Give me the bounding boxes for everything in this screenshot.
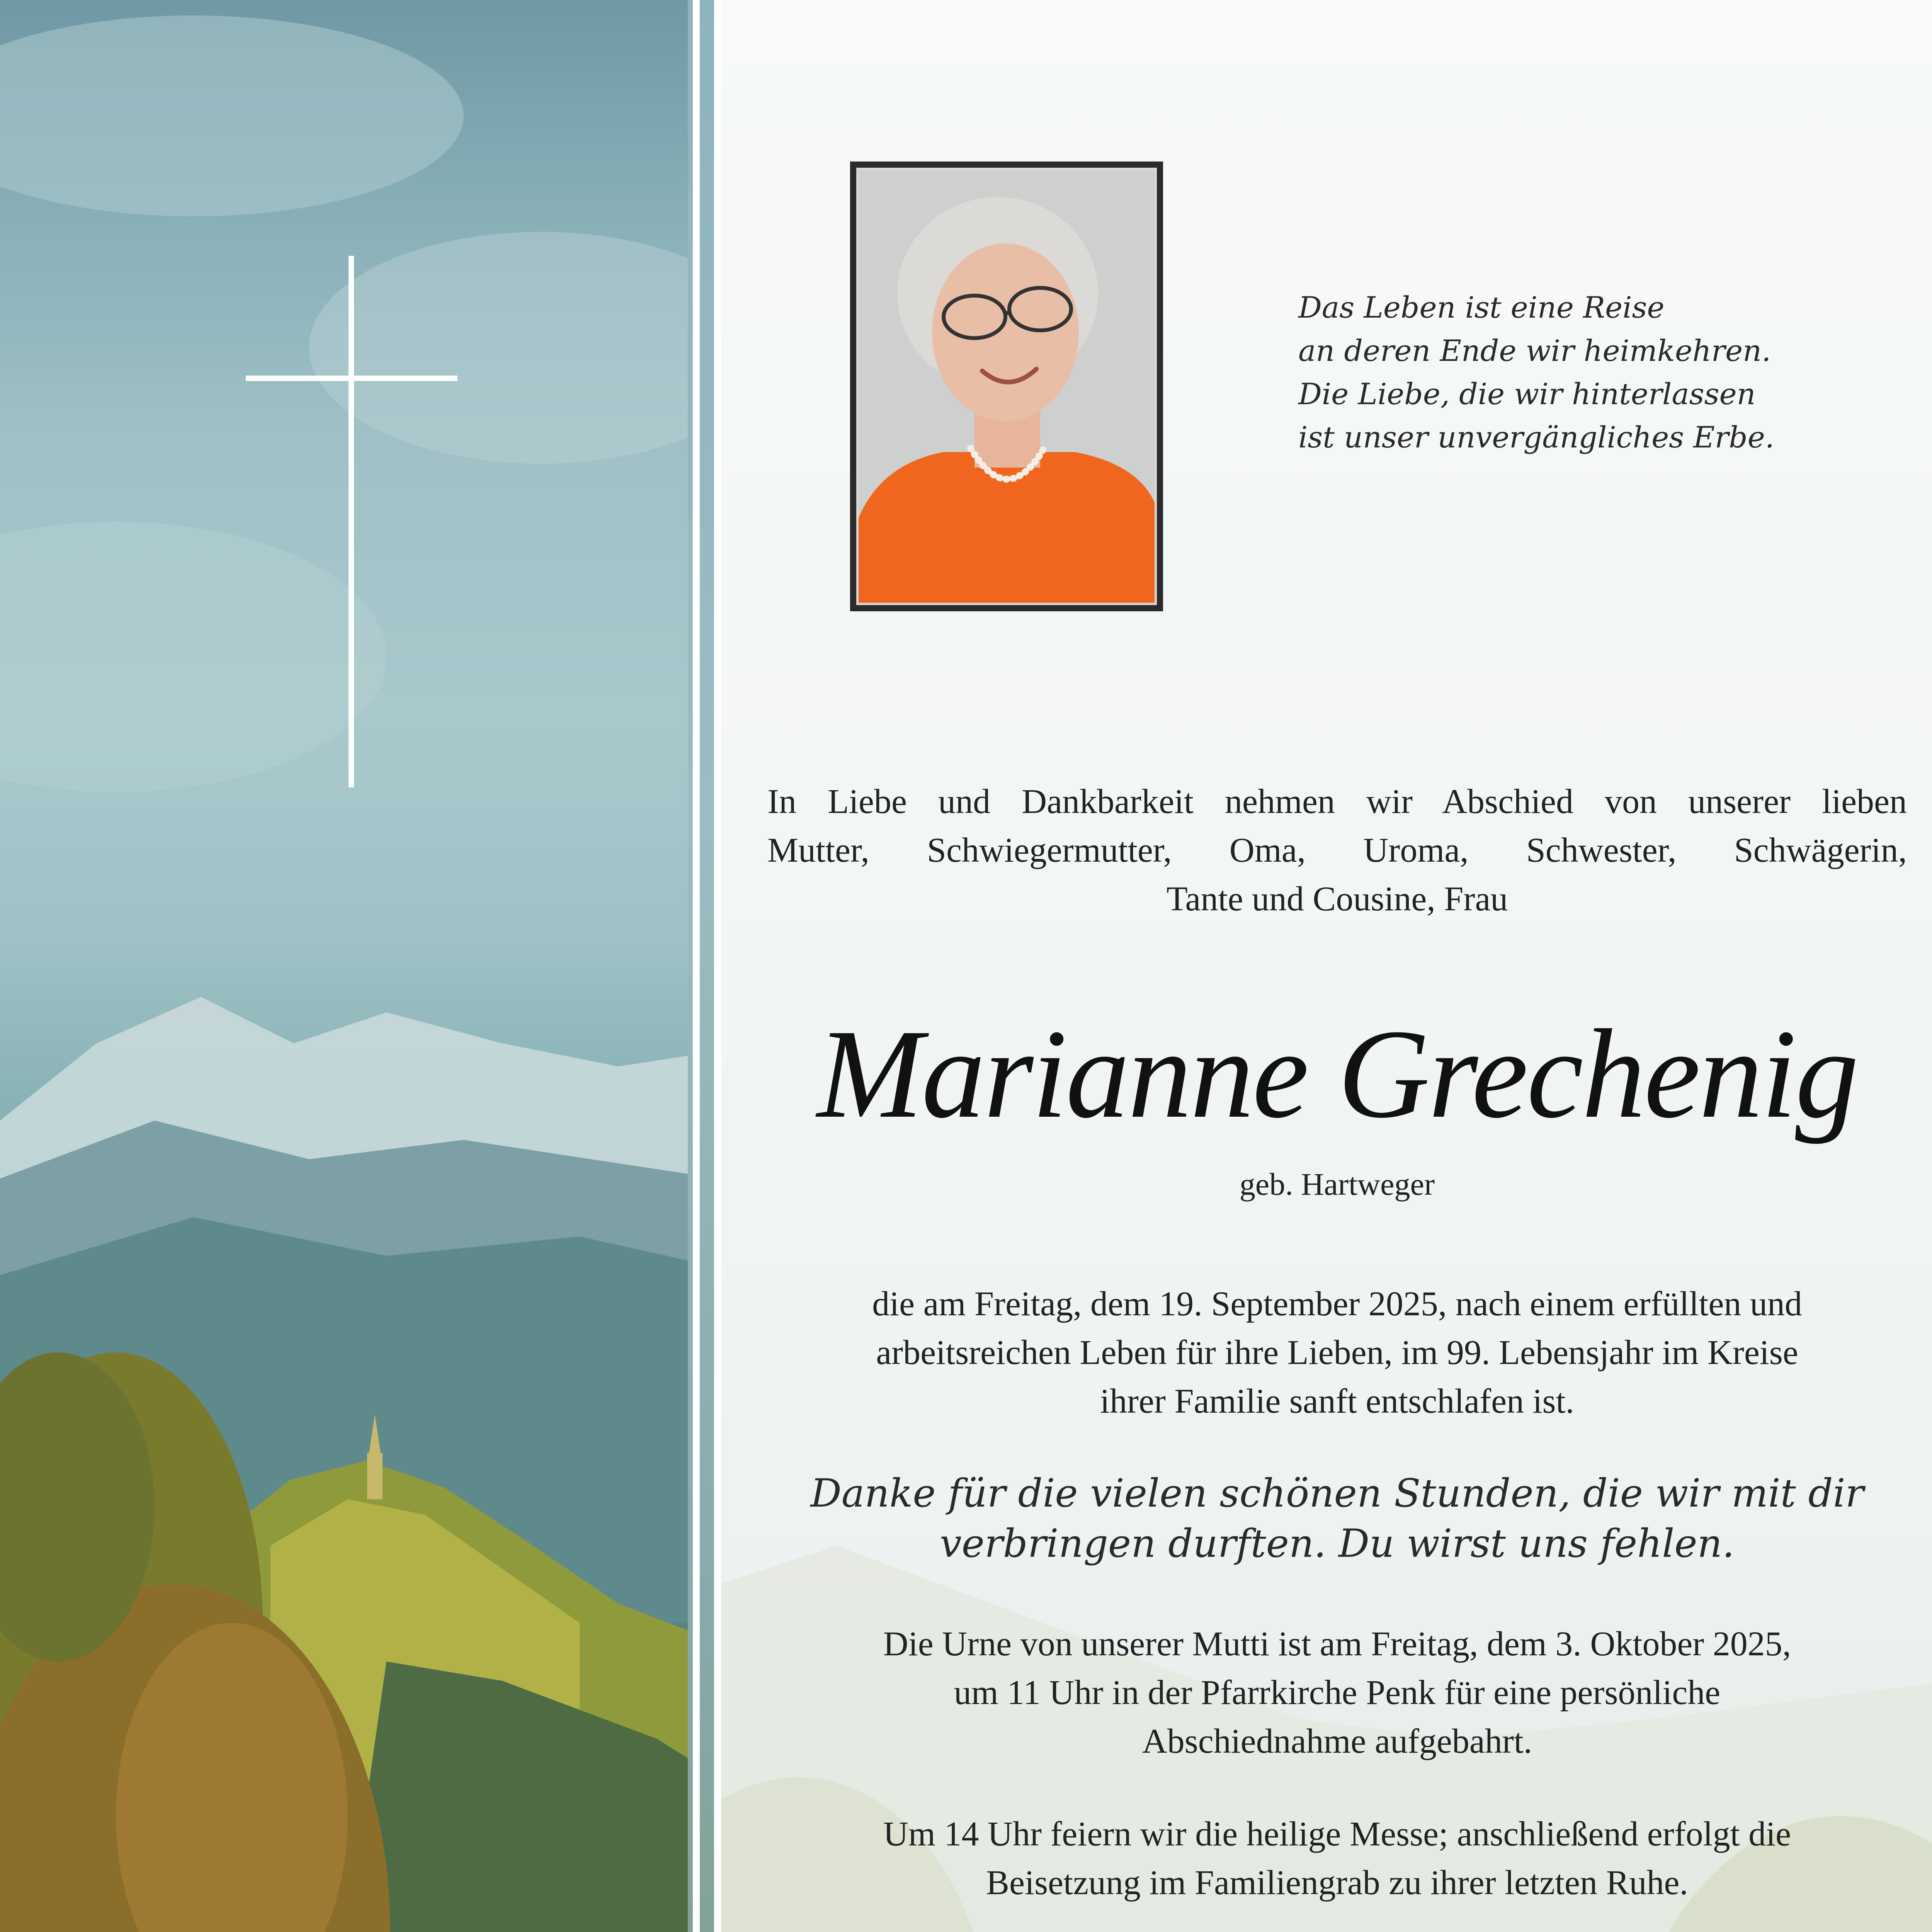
intro-line: Mutter, Schwiegermutter, Oma, Uroma, Schwester, Schwägerin, bbox=[767, 831, 1907, 869]
vertical-divider-line-left bbox=[693, 0, 700, 1932]
poem-line: Die Liebe, die wir hinterlassen bbox=[1298, 377, 1756, 411]
urn-info-line: Die Urne von unserer Mutti ist am Freitag, dem 3. Oktober 2025, bbox=[883, 1625, 1791, 1663]
thanks-line: verbringen durften. Du wirst uns fehlen. bbox=[940, 1521, 1735, 1566]
intro-line: Tante und Cousine, Frau bbox=[1166, 880, 1508, 918]
portrait-illustration bbox=[859, 170, 1155, 603]
mass-info-line: Um 14 Uhr feiern wir die heilige Messe; anschließend erfolgt die bbox=[883, 1815, 1791, 1853]
landscape-illustration bbox=[0, 0, 719, 1932]
urn-info-line: um 11 Uhr in der Pfarrkirche Penk für eine persönliche bbox=[954, 1673, 1721, 1712]
mass-info bbox=[721, 1810, 1932, 1907]
cross-vertical-bar bbox=[349, 256, 354, 787]
landscape-photo bbox=[0, 0, 719, 1932]
death-notice bbox=[721, 1280, 1932, 1426]
intro-text bbox=[721, 777, 1932, 923]
death-notice-line: ihrer Familie sanft entschlafen ist. bbox=[1100, 1382, 1575, 1420]
poem-line: ist unser unvergängliches Erbe. bbox=[1298, 420, 1774, 454]
poem-line: an deren Ende wir heimkehren. bbox=[1298, 333, 1771, 368]
vertical-divider-line-right bbox=[714, 0, 721, 1932]
urn-info bbox=[721, 1620, 1932, 1766]
mass-info-line: Beisetzung im Familiengrab zu ihrer letzten Ruhe. bbox=[986, 1864, 1688, 1902]
birth-name: geb. Hartweger bbox=[1239, 1167, 1435, 1202]
death-notice-line: die am Freitag, dem 19. September 2025, nach einem erfüllten und bbox=[872, 1285, 1802, 1323]
cross-horizontal-bar bbox=[246, 376, 457, 381]
thanks-text bbox=[721, 1468, 1932, 1569]
poem bbox=[1298, 286, 1878, 459]
portrait-photo bbox=[856, 168, 1157, 605]
deceased-name: Marianne Grechenig bbox=[817, 1003, 1857, 1145]
urn-info-line: Abschiednahme aufgebahrt. bbox=[1142, 1722, 1532, 1760]
death-notice-line: arbeitsreichen Leben für ihre Lieben, im 99. Lebensjahr im Kreise bbox=[876, 1333, 1798, 1372]
intro-line: In Liebe und Dankbarkeit nehmen wir Abschied von unserer lieben bbox=[767, 782, 1907, 821]
portrait-frame bbox=[850, 162, 1163, 611]
thanks-line: Danke für die vielen schönen Stunden, die wir mit dir bbox=[810, 1471, 1864, 1516]
poem-line: Das Leben ist eine Reise bbox=[1298, 290, 1665, 325]
